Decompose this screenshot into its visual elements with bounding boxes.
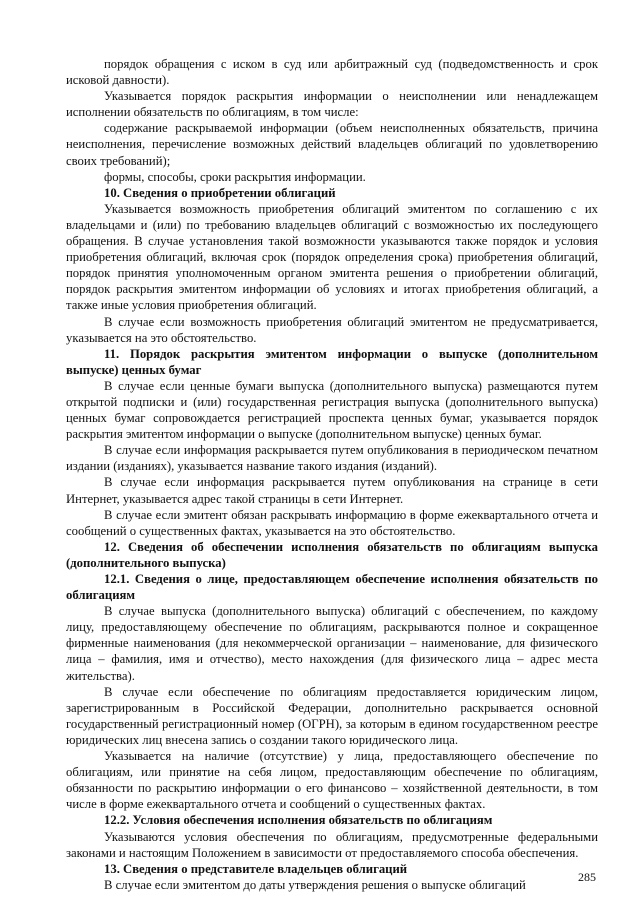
page-number: 285 [578, 870, 596, 884]
section-heading-11: 11. Порядок раскрытия эмитентом информации о выпуске (дополнительном выпуске) ценных бумаг [66, 346, 598, 377]
paragraph: В случае если эмитентом до даты утверждения решения о выпуске облигаций [104, 877, 526, 892]
paragraph: Указываются условия обеспечения по облигациям, предусмотренные федеральными законами и настоящим Положением в зависимости от предоставляемого способа обеспечения. [66, 829, 598, 860]
document-page [66, 56, 598, 893]
paragraph: формы, способы, сроки раскрытия информации. [104, 169, 366, 184]
paragraph: В случае если возможность приобретения облигаций эмитентом не предусматривается, указывается на это обстоятельство. [66, 314, 598, 345]
paragraph: порядок обращения с иском в суд или арбитражный суд (подведомственность и срок исковой давности). [66, 57, 598, 88]
paragraph: Указывается на наличие (отсутствие) у лица, предоставляющего обеспечение по облигациям, или принятие на себя лицом, предоставляющим обеспечение по облигациям, обязанности по раскрытию информации о его финансово – хозяйственной деятельности, в том числе в форме ежеквартального отчета и сообщений о существенных фактах. [66, 749, 598, 812]
section-heading-12-2: 12.2. Условия обеспечения исполнения обязательств по облигациям [104, 813, 493, 828]
paragraph: В случае выпуска (дополнительного выпуска) облигаций с обеспечением, по каждому лицу, предоставляющему обеспечение по облигациям, раскрываются полное и сокращенное фирменные наименования (для некоммерческой организации – наименование, для физического лица – фамилия, имя и отчество), место нахождения (для физического лица – адрес места жительства). [66, 604, 598, 683]
paragraph: В случае если ценные бумаги выпуска (дополнительного выпуска) размещаются путем открытой подписки и (или) государственная регистрация выпуска (дополнительного выпуска) ценных бумаг сопровождается регистрацией проспекта ценных бумаг, указывается порядок раскрытия эмитентом информации о выпуске (дополнительном выпуске) ценных бумаг. [66, 378, 598, 442]
paragraph: Указывается возможность приобретения облигаций эмитентом по соглашению с их владельцами и (или) по требованию владельцев облигаций с возможностью их последующего обращения. В случае установления такой возможности указываются также порядок и условия приобретения облигаций, включая срок (порядок определения срока) приобретения облигаций, порядок принятия уполномоченным органом эмитента решения о приобретении облигаций, порядок раскрытия эмитентом информации об условиях и итогах приобретения облигаций, а также иные условия приобретения облигаций. [66, 201, 598, 313]
paragraph: Указывается порядок раскрытия информации о неисполнении или ненадлежащем исполнении обязательств по облигациям, в том числе: [66, 89, 598, 120]
paragraph: В случае если информация раскрывается путем опубликования в периодическом печатном издании (изданиях), указывается название такого издания (изданий). [66, 443, 598, 474]
section-heading-13: 13. Сведения о представителе владельцев облигаций [104, 861, 408, 876]
section-heading-12: 12. Сведения об обеспечении исполнения обязательств по облигациям выпуска (дополнительного выпуска) [66, 539, 598, 570]
paragraph: содержание раскрываемой информации (объем неисполненных обязательств, причина неисполнения, перечисление возможных действий владельцев облигаций по удовлетворению своих требований); [66, 121, 598, 168]
paragraph: В случае если обеспечение по облигациям предоставляется юридическим лицом, зарегистрированным в Российской Федерации, дополнительно раскрывается основной государственный регистрационный номер (ОГРН), за которым в едином государственном реестре юридических лиц внесена запись о создании такого юридического лица. [66, 684, 598, 747]
section-heading-12-1: 12.1. Сведения о лице, предоставляющем обеспечение исполнения обязательств по облигациям [66, 572, 598, 603]
paragraph: В случае если информация раскрывается путем опубликования на странице в сети Интернет, указывается адрес такой страницы в сети Интернет. [66, 475, 598, 506]
section-heading-10: 10. Сведения о приобретении облигаций [104, 185, 336, 200]
paragraph: В случае если эмитент обязан раскрывать информацию в форме ежеквартального отчета и сообщений о существенных фактах, указывается на это обстоятельство. [66, 507, 598, 538]
